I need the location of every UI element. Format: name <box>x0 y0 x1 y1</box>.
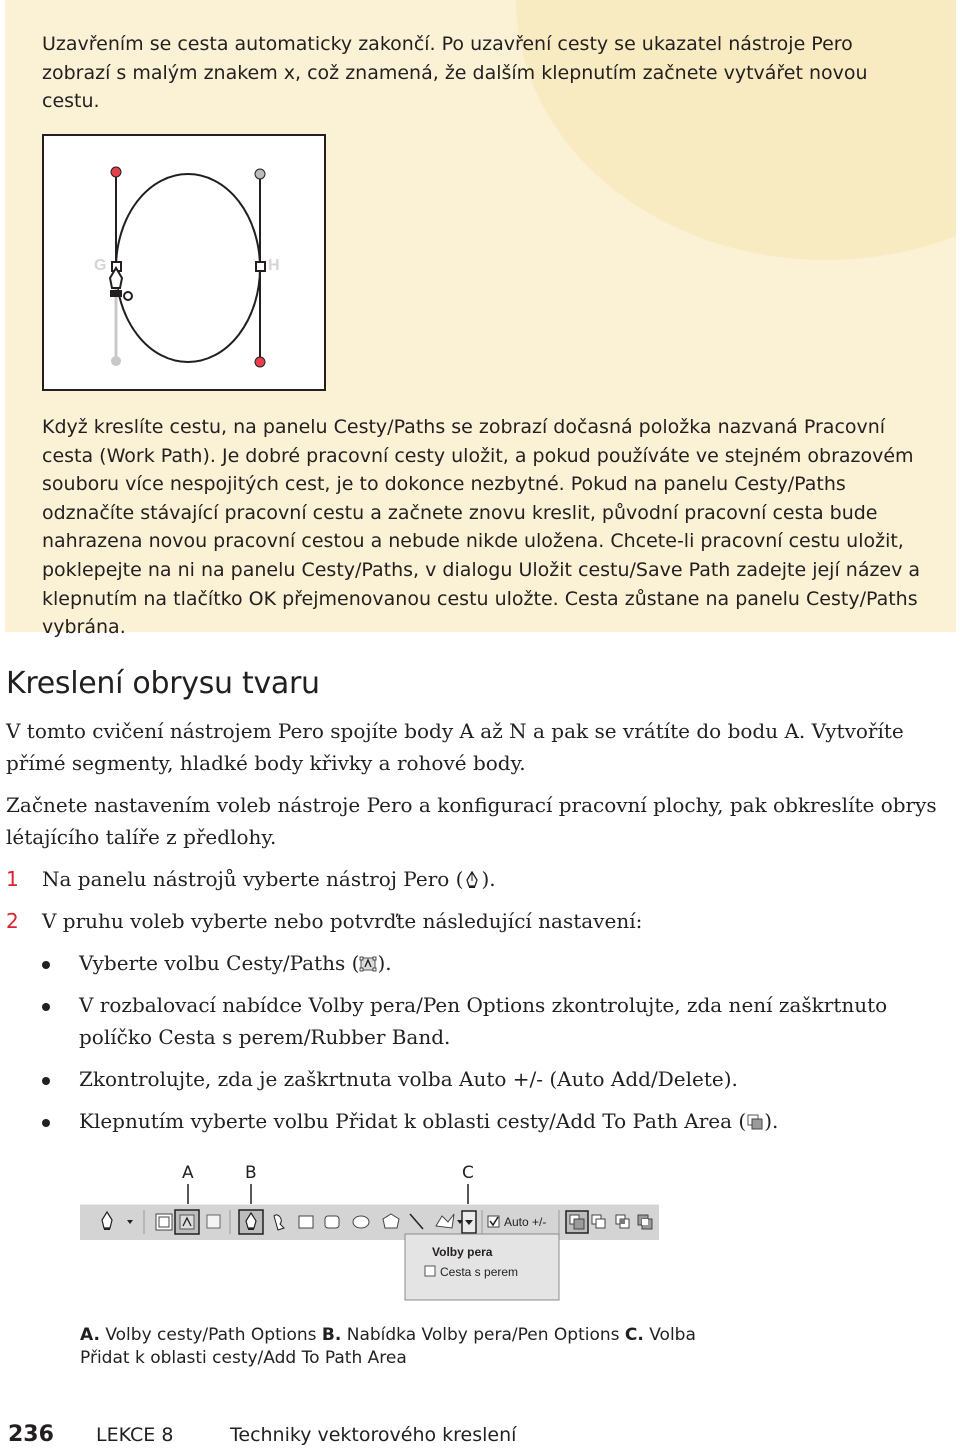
label-h: H <box>268 257 280 274</box>
bullet-pen-options <box>42 990 956 1054</box>
section-paragraph-2: Začnete nastavením voleb nástroje Pero a konfigurací pracovní plochy, pak obkreslíte obrys létajícího talíře z předlohy. <box>6 793 937 849</box>
step-2 <box>6 906 956 938</box>
paths-icon <box>180 1215 194 1229</box>
closed-circle-path <box>116 174 260 362</box>
figure-caption: A. Volby cesty/Path Options B. Nabídka Volby pera/Pen Options C. Volba Přidat k oblasti cesty/Add To Path Area <box>80 1325 696 1368</box>
options-bar-svg <box>80 1160 660 1305</box>
step-text: Na panelu nástrojů vyberte nástroj Pero ( ). <box>42 867 496 891</box>
callout-b: B <box>245 1163 257 1183</box>
options-bar-figure <box>80 1160 660 1305</box>
closed-path-diagram <box>44 136 324 389</box>
fill-pixels-button[interactable] <box>207 1215 220 1228</box>
step-number: 1 <box>6 867 19 891</box>
bullet-auto-add <box>42 1064 956 1096</box>
ellipse-tool-icon[interactable] <box>353 1216 369 1228</box>
page-number: 236 <box>8 1422 54 1447</box>
step-number: 2 <box>6 909 19 933</box>
rubber-band-checkbox[interactable] <box>425 1266 435 1276</box>
section-paragraph-1: V tomto cvičení nástrojem Pero spojíte body A až N a pak se vrátíte do bodu A. Vytvoříte přímé segmenty, hladké body křivky a rohové body. <box>6 719 904 775</box>
label-g: G <box>94 257 107 274</box>
note-paragraph-2: Když kreslíte cestu, na panelu Cesty/Paths se zobrazí dočasná položka nazvaná Pracovní cesta (Work Path). Je dobré pracovní cesty uložit, a pokud používáte ve stejném obrazovém souboru více nespojitých cest, je to dokonce nezbytné. Pokud na panelu Cesty/Paths odznačíte stávající pracovní cestu a začnete znovu kreslit, původní pracovní cesta bude nahrazena novou pracovní cestou a nebude nikde uložena. Chcete-li pracovní cestu uložit, poklepejte na ni na panelu Cesty/Paths, v dialogu Uložit cestu/Save Path zadejte její název a klepnutím na tlačítko OK přejmenovanou cestu uložte. Cesta zůstane na panelu Cesty/Paths vybrána. <box>42 416 921 639</box>
right-handle-top-point <box>255 169 265 179</box>
note-paragraph-1: Uzavřením se cesta automaticky zakončí. Po uzavření cesty se ukazatel nástroje Pero zobrazí s malým znakem x, což znamená, že dalším klepnutím začnete vytvářet novou cestu. <box>42 33 868 113</box>
chapter-title: Techniky vektorového kreslení <box>230 1424 517 1446</box>
bullet-text: Vyberte volbu Cesty/Paths ( ). <box>79 951 392 975</box>
anchor-h <box>256 262 265 271</box>
bullet-dot <box>42 961 50 969</box>
paths-mode-icon <box>359 955 377 973</box>
step-text: V pruhu voleb vyberte nebo potvrďte následující nastavení: <box>42 909 643 933</box>
callout-a: A <box>182 1163 194 1183</box>
bullet-add-to-path <box>42 1106 956 1138</box>
left-handle-top-point <box>111 167 121 177</box>
section-title: Kreslení obrysu tvaru <box>6 666 320 701</box>
pen-cursor-icon <box>110 268 132 300</box>
callout-c: C <box>462 1163 474 1183</box>
lesson-label: LEKCE 8 <box>96 1424 174 1446</box>
bullet-text: Klepnutím vyberte volbu Přidat k oblasti cesty/Add To Path Area ( ). <box>79 1109 779 1133</box>
path-closing-figure <box>42 134 326 391</box>
rectangle-tool-icon[interactable] <box>299 1216 313 1228</box>
bullet-text: V rozbalovací nabídce Volby pera/Pen Options zkontrolujte, zda není zaškrtnuto políčko Cesta s perem/Rubber Band. <box>79 993 888 1049</box>
rubber-band-label: Cesta s perem <box>440 1265 519 1279</box>
bullet-dot <box>42 1119 50 1127</box>
pen-tool-icon <box>463 871 481 889</box>
left-handle-bottom-point <box>111 356 121 366</box>
rounded-rectangle-tool-icon[interactable] <box>325 1216 339 1228</box>
bullet-dot <box>42 1003 50 1011</box>
step-1 <box>6 864 956 896</box>
pen-options-title: Volby pera <box>432 1245 493 1259</box>
shape-layers-button[interactable] <box>156 1214 172 1230</box>
bullet-text: Zkontrolujte, zda je zaškrtnuta volba Auto +/- (Auto Add/Delete). <box>79 1067 738 1091</box>
auto-add-delete-label: Auto +/- <box>504 1215 547 1229</box>
right-handle-bottom-point <box>255 357 265 367</box>
bullet-dot <box>42 1077 50 1085</box>
add-to-path-area-icon <box>746 1113 764 1131</box>
bullet-paths <box>42 948 956 980</box>
